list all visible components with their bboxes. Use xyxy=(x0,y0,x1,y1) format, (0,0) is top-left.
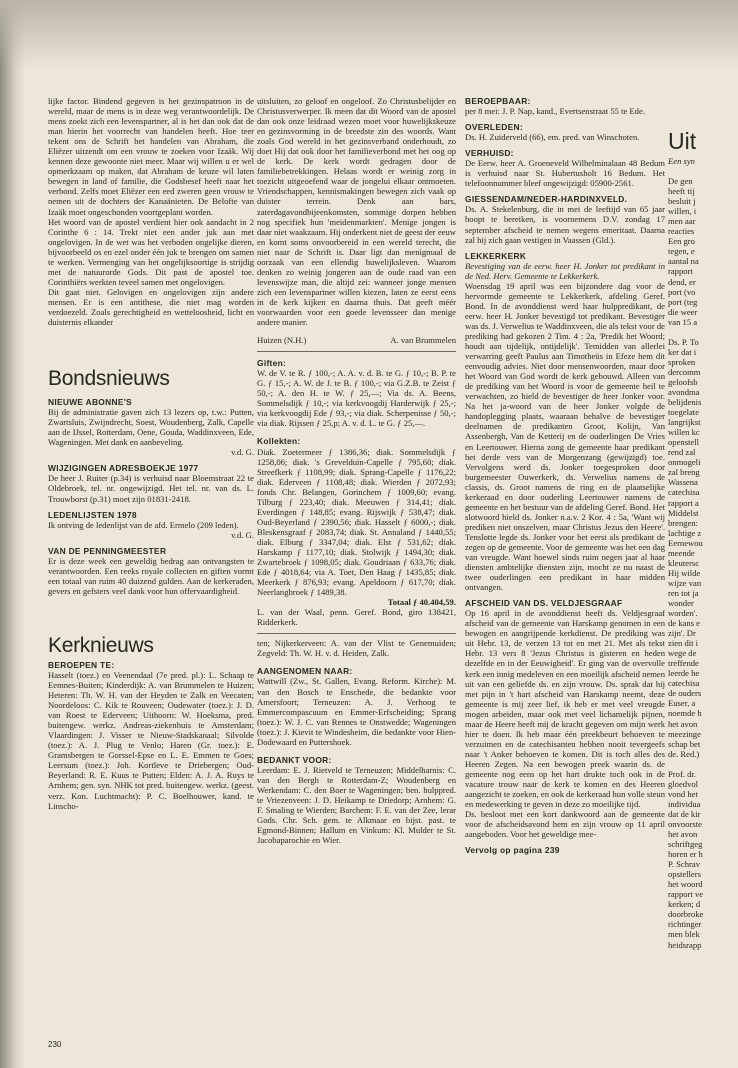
cropped-line: P. Schrav xyxy=(668,859,700,870)
cropped-line: brengen: xyxy=(668,517,699,528)
cropped-line: catechisa xyxy=(668,678,700,689)
cropped-line: schap bet xyxy=(668,738,701,749)
cropped-line: besluit j xyxy=(668,196,696,207)
section-heading: AANGENOMEN NAAR: xyxy=(257,666,353,677)
cropped-line: tegen, e xyxy=(668,246,695,257)
section-text: De heer J. Ruiter (p.34) is verhuisd naar Bloemstraat 22 te Oldebroek, tel. nr. ongewijzigd. Het tel. nr. van ds. L. Trouwborst (p.31) moet zijn 01831-2418. xyxy=(48,473,254,504)
cropped-line: noemde h xyxy=(668,708,702,719)
page-top-shadow xyxy=(0,0,738,70)
cropped-line: aantal na xyxy=(668,256,699,267)
cropped-line: gloedvol xyxy=(668,778,699,789)
cropped-line: horen er h xyxy=(668,849,703,860)
cropped-line: opstellers xyxy=(668,869,701,880)
cropped-line: dercomm xyxy=(668,366,701,377)
section-subtitle: Bevestiging van de eerw. heer H. Jonker tot predikant in de Ned. Herv. Gemeente te Lekkerkerk. xyxy=(465,260,665,281)
signature-name: A. van Brummelen xyxy=(390,335,456,346)
divider xyxy=(257,351,456,352)
kerknieuws-title: Kerknieuws xyxy=(48,633,154,657)
cropped-line: lachtige z xyxy=(668,527,702,538)
section-signature: v.d. G. xyxy=(231,529,254,540)
cropped-line: ren tot ja xyxy=(668,587,699,598)
section-text: Ds. H. Zuiderveld (66), em. pred. van Winschoten. xyxy=(465,132,640,143)
cropped-line: zal breng xyxy=(668,467,700,478)
cropped-line: geloofsb xyxy=(668,376,698,387)
section-heading: AFSCHEID VAN DS. VELDJESGRAAF xyxy=(465,598,623,609)
cropped-line: men aar xyxy=(668,216,696,227)
cropped-line: dend, er xyxy=(668,276,696,287)
cropped-line: openstell xyxy=(668,437,700,448)
article-paragraph: lijke factor. Bindend gegeven is het gezinspatroon in de wereld, maar de mens is in deze weg verantwoordelijk. De mens zoekt zich een levenspartner, al is het dan ook dat de man hierin het voorrecht van handelen heeft. Hoe teer tekent ons de Schrift het handelen van Abraham, die Eliëzer uitzendt om een vrouw te zoeken voor Izaäk. Wij kennen deze gewoonte niet meer. Maar wij willen u er wel opmerkzaam op maken, dat Abraham de keuze wil laten bewegen in land of familie, die Godsbesef heeft naar het verbond. Zelfs moet Eliëzer een eed zweren geen vrouw te nemen uit de dochters der Kanaänieten. De Belofte van Izaäk moet ongeschonden voortgeplant worden. xyxy=(48,96,254,217)
cropped-line: rapport xyxy=(668,266,693,277)
treasurer-line: L. van der Waal, penn. Geref. Bond, giro 138421, Ridderkerk. xyxy=(257,607,456,628)
cropped-line: wege de xyxy=(668,648,697,659)
cropped-line: toegelate xyxy=(668,407,700,418)
cropped-line: onvoorste xyxy=(668,818,702,829)
section-text: W. de V. te R. ƒ 100,-; A. A. v. d. B. te G. ƒ 10,-; B. P. te G. ƒ 15,-; A. W. de J. te B. ƒ 100,-; via G.Z.B. te Zeist ƒ 50,-; A. den H. te W. ƒ 25,—; Via ds. A. Beens, Sommelsdijk ƒ 10,-; via kerkvoogdij Harderwijk ƒ 25,-; via kerkvoogdij Ede ƒ 93,-; via diak. Scherpenisse ƒ 50,-; via diak. Rijssen ƒ 25,p; A. v. d. L. te G. ƒ 25,—. xyxy=(257,368,456,429)
cropped-line xyxy=(668,327,738,337)
divider xyxy=(257,633,456,634)
cropped-line: richtinger xyxy=(668,919,702,930)
section-text: Op 16 april in de avonddienst heeft ds. Veldjesgraaf afscheid van de gemeente van Harskamp genomen in een bewogen en aangrijpende kerkdienst. De prediking was uit Hebr. 13, de verzen 13 tot en met 21. Met als tekst Hebr. 13 vers 8 'Jezus Christus is gisteren en heden dezelfde en in der Eeuwigheid'. Er ging van de overvolle kerk een innig medeleven en een moeilijk afscheid nemen uit van een geliefde ds. en zijn vrouw. Ds. sprak dat hij met pijn in 't hart afscheid van Harskamp neemt, deze gemeente is mij zeer lief, ik heb er met veel vreugde mogen arbeiden, maar ook met veel lichamelijk pijnen, maar de Heere heeft mij de kracht gegeven om mijn werk hier te doen. Ik heb maar één preekbeurt behoeven te verzuimen en de catechisanten hebben nooit tevergeefs naar 't Anker behoeven te komen. Dit is toch alles des Heeren Zegen. Na een bewogen preek waarin ds. de gemeente nog eens op het hart drukte toch ook in de vacature trouw naar de kerk te komen en des Heeren aangezicht te zoeken, en ook de kerkeraad hun volle steun en medewerking te geven in deze zo moeilijke tijd. xyxy=(465,608,665,810)
cropped-line: het avon xyxy=(668,829,698,839)
cropped-line: rend zal xyxy=(668,447,696,458)
cropped-line: heidsrapp xyxy=(668,939,702,950)
cropped-line: rapport a xyxy=(668,497,699,508)
section-heading: BEROEPEN TE: xyxy=(48,659,115,670)
section-text: Hasselt (toez.) en Veenendaal (7e pred. pl.): L. Schaap te Eemnes-Buiten; Kinderdijk: A. van Brummelen te Huizen; Heteren: Th. W. H. van der Heyden te Zalk en Veecaten; Noordeloos: C. Kik te Rouveen; Oudewater (toez.): J. D. van Roest te Ederveen; Uithoorn: W. Hoeksma, pred. buitengew. werkz. Andreas-ziekenhuis te Amsterdam; Vlaardingen: J. Visser te Nieuw-Stadskanaal; Silvolde (toez.): A. J. Plug te Venlo; Haren (Gr. toez.): E. Gramsbergen te Gorssel-Epse en L. E. Emmen te Goes; Leersum (toez.): Joh. Kortleve te Driebergen; Oud-Beyerland: R. E. Kuus te Putten; Elden: A. J. A. Ruys te Arnhem; gen. syn. NHK tot pred. buitengew. werkz. (geest. verz. Kon. Luchtmacht): P. C. Boelhouwer, kand. te Linscho- xyxy=(48,669,254,811)
cropped-line: rapport ve xyxy=(668,889,704,900)
section-text: Diak. Zoetermeer ƒ 1386,36; diak. Sommelsdijk ƒ 1258,06; diak. 's Grevelduin-Capelle ƒ 795,60; diak. Streefkerk ƒ 1108,99; diak. Sprang-Capelle ƒ 1176,22; diak. Ederveen ƒ 1108,48; diak. Wierden ƒ 2072,93; fonds Chr. Belangen, Gorinchem ƒ 1009,60; evang. Tilburg ƒ 223,40; diak. Meeuwen ƒ 314,41; diak. Everdingen ƒ 148,85; evang. Rijswijk ƒ 538,47; diak. Oud-Beyerland ƒ 2390,56; diak. Hasselt ƒ 6000,-; diak. Bleskensgraaf ƒ 2083,74; diak. St. Annaland ƒ 1440,55; diak. Elburg ƒ 3347,04; diak. Elst ƒ 531,62; diak. Harskamp ƒ 1177,10; diak. Stolwijk ƒ 1494,30; diak. Zwartebroek ƒ 1098,05; diak. Goudriaan ƒ 633,76; diak. Ede ƒ 4018,64; via A. Toet, Den Haag ƒ 1435,85; diak. Meerkerk ƒ 876,93; evang. Apeldoorn ƒ 617,70; diak. Neerlangbroek ƒ 1489,38. xyxy=(257,446,456,598)
cropped-line: De gen xyxy=(668,176,693,187)
section-text: Woensdag 19 april was een bijzondere dag voor de hervormde gemeente te Lekkerkerk, afdeling Geref. Bond. In de avonddienst werd haar hulppredikant, de eerw. heer H. Jonker bevestigd tot predikant. Bevestiger was ds. J. Verwelius te Waddinxveen, die als tekst voor de prediking had gekozen 2 Tim. 4 : 2a, 'Predik het Woord; houdt aan tijdelijk, ontijdelijk'. Temidden van allerlei verwarring geeft Paulus aan Timotheüs in Efeze hem dit eenvoudig advies. Niet door mensenwoorden, maar door het Woord van God wordt de kerk gebouwd. Alleen van de prediking van het Woord is voor de gemeente heil te verwachten, zo hield de bevestiger de heer Jonker voor. Na het ja-woord van de heer Jonker volgde de handoplegging plaats, waaraan behalve de bevestiger deelnamen de predikanten Groot, Kolijn, Van Assenbergh, Van de Ketterij en de ouderlingen De Vries en Leertouwer. Hierna zong de gemeente haar predikant het derde vers van de Morgenzang (gewijzigd) toe. Vervolgens werd ds. Jonker toegesproken door burgemeester Ouwerkerk, ds. Verwelius namens de classis, ds. Groot namens de ring en de plaatselijke kerkeraad en door ouderling Leertouwer namens de gemeente en het bestuur van de afdeling Geref. Bond. Het slotwoord hield ds. Jonker n.a.v. 2 Kor. 4 : 5a, 'Want wij prediken niet onszelven, maar Christus Jezus den Heere'. Tenslotte legde ds. Jonker voor het eerst als predikant de zegen op de gemeente. Voor de gemeente was het een dag van vreugde. Want hoewel sinds ruim negen jaar al haar diensten ambtelijke diensten zijn, mocht ze nu naast de twee ouderlingen een predikant in haar midden ontvangen. xyxy=(465,280,665,593)
section-heading: BEROEPBAAR: xyxy=(465,96,531,106)
cropped-line: die weer xyxy=(668,306,698,317)
cropped-text-lines xyxy=(668,176,738,950)
article-paragraph: Dit gaat niet. Gelovigen en ongelovigen zijn andere mensen. Er is een antithese, die niet mag worden verdoezeld. Zoals gerechtigheid en wetteloosheid, licht en duisternis elkander xyxy=(48,286,254,328)
section-text: Leerdam: E. J. Rietveld te Terneuzen; Middelharnis: C. van den Bergh te Rotterdam-Z; Woudenberg en Werkendam: C. den Boer te Wageningen; ben. hulppred. te Vriezenveen: J. D. Heikamp te Driedorp; Arnhem: G. F. Smaling te Wierden; Barchem: F. E. van der Zee, lerar Gods. Chr. Sch. gem. te Alkmaar en bijst. past. te Egmond-Binnen; Hallum en Vinkum: Kl. Mulder te St. Jacobaparochie en Wier. xyxy=(257,764,456,846)
cropped-line: individua xyxy=(668,798,701,809)
section-text: ten; Nijkerkerveen: A. van der Vlist te Genemuiden; Zegveld: Th. W. H. v. d. Heiden, Zalk. xyxy=(257,638,456,659)
section-text: Ik ontving de ledenlijst van de afd. Ermelo (209 leden). xyxy=(48,519,239,530)
section-heading: WIJZIGINGEN ADRESBOEKJE 1977 xyxy=(48,463,199,474)
column-4-cropped xyxy=(668,128,738,950)
cropped-line: willen kc xyxy=(668,427,700,438)
cropped-line: belijdenis xyxy=(668,397,702,408)
cropped-line: langrijkst xyxy=(668,417,701,428)
cropped-line: meende xyxy=(668,547,695,558)
section-heading: OVERLEDEN: xyxy=(465,122,523,133)
column-2 xyxy=(257,96,456,845)
bondsnieuws-title: Bondsnieuws xyxy=(48,367,170,391)
cropped-line: kleutersc xyxy=(668,557,700,568)
cropped-line: zijn'. Dr xyxy=(668,628,696,639)
cropped-line: wijze van xyxy=(668,577,702,588)
cropped-line: Prof. dr. xyxy=(668,768,696,779)
signature-place: Huizen (N.H.) xyxy=(257,335,307,346)
cropped-line: Hij wilde xyxy=(668,567,701,578)
article-paragraph: Het woord van de apostel verdient hier ook aandacht in 2 Corinthe 6 : 14. Trekt niet een ander juk aan met ongelovigen. In de wet was het verboden ongelijke dieren, bijvoorbeeld os en ezel onder één juk te brengen om samen te werken. Vermenging van het ongelijksoortige is strijdig met de natuurorde Gods. Dit past de apostel toe. Corinthiërs werkten teveel samen met ongelovigen. xyxy=(48,216,254,287)
cropped-line: leerde he xyxy=(668,668,700,679)
section-text: Er is deze week een geweldig bedrag aan ontvangsten te verantwoorden. Een reeks royale collecten en giften vormt een totaal van ruim 40 duizend gulden. Aan de kerkeraden, gevers en gefsters veel dank voor hun offervaardigheid. xyxy=(48,555,254,596)
cropped-line: wonder xyxy=(668,597,694,608)
article-paragraph: uitsluiten, zo geloof en ongeloof. Zo Christusbelijder en Christusverwerper. Ik meen dat dit Woord van de apostel dan ook onze leidraad wezen moet voor huwelijkskeuze en gezinsvorming in de breedste zin des woords. Want zoals God wereld in het gezinsverband onderhoudt, zo doet Hij dat ook door het familieverbond met het oog op de kerk. De kerk wordt gedragen door de familiebetrekkingen. Helaas wordt er weinig zorg in toezicht uitgeoefend waar de jongelui elkaar ontmoeten. Vriendschappen, kennismakingen bewegen zich vaak op duister terrein. Denk aan bars, zaterdagavondbijeenkomsten, sommige dorpen hebben nog specifiek hun 'meidenmarkten'. Menige jongen is daar niet waakzaam. Hij onderkent niet de geest der eeuw en komt soms onvoorbereid in een wereld terecht, die niet naar de Schrift is. Daar ligt dan menigmaal de oorzaak van een ellendig huwelijksleven. Waarom denken zo weinig jongeren aan de oude raad van een levenswijze man, die altijd zei: wanneer jonge mensen zich een levenspartner willen kiezen, laten ze eerst eens in de kerk kijken en daarna thuis. Dat geeft méér voorwaarden voor een goede levensseer dan menige andere manier. xyxy=(257,96,456,328)
cropped-line: het avon xyxy=(668,718,698,729)
cropped-line: van 15 a xyxy=(668,316,698,327)
section-heading: VAN DE PENNINGMEESTER xyxy=(48,545,167,556)
cropped-line: de kans e xyxy=(668,618,700,629)
section-heading: BEDANKT VOOR: xyxy=(257,754,332,765)
section-heading: LEKKERKERK xyxy=(465,250,527,261)
cropped-line: meezinge xyxy=(668,728,701,739)
section-text: Ds. besloot met een kort dankwoord aan de gemeente voor de afscheidsavond hem en zijn vrouw op 11 april aangeboden. Voor het geweldige mee- xyxy=(465,809,665,840)
cropped-line: Euser, a xyxy=(668,698,696,709)
section-heading: Giften: xyxy=(257,358,287,369)
cropped-line: de. Red.) xyxy=(668,748,700,759)
cropped-line: sproken xyxy=(668,356,696,367)
cropped-line: kerken; d xyxy=(668,899,701,910)
cropped-line: zien dit i xyxy=(668,638,699,649)
cropped-line: heeft tij xyxy=(668,186,695,197)
cropped-line: dat de kir xyxy=(668,808,701,819)
section-text: per 8 mei: J. P. Nap, kand., Evertsenstraat 55 te Ede. xyxy=(465,106,645,117)
section-signature: v.d. G. xyxy=(231,447,254,458)
cropped-line: Eernewou xyxy=(668,537,703,548)
cropped-line: het woord xyxy=(668,879,703,890)
total-amount: Totaal ƒ 40.404,59. xyxy=(387,597,456,608)
continued-note: Vervolg op pagina 239 xyxy=(465,845,560,856)
cropped-line: Ds. P. To xyxy=(668,336,699,347)
cropped-line: onmogeli xyxy=(668,457,701,468)
section-heading: GIESSENDAM/NEDER-HARDINXVELD. xyxy=(465,194,628,205)
page-binding-shadow xyxy=(0,0,26,1068)
article-title-fragment: Uit xyxy=(668,128,697,154)
cropped-line xyxy=(668,759,738,769)
section-text: Wattwill (Zw., St. Gallen, Evang. Reform. Kirche): M. van den Bosch te Enschede, die bedankte voor Amersfoort; Terneuzen: A. J. Verhoog te Emmercompascuum en Emmer-Erfscheiding; Sprang (toez.): W. J. C. van Rennes te Onstwedde; Wageningen (toez.): J. Kievit te Windesheim, die bedankte voor Hien-Dodewaard en Puttershoek. xyxy=(257,676,456,747)
cropped-line: vond het xyxy=(668,788,698,799)
section-text: De Eerw. heer A. Groeneveld Wilhelminalaan 48 Bedum is verhuisd naar St. Hubertusholt 16 Bedum. Het telefoonnummer bleef ongewijzigd: 05900-2561. xyxy=(465,158,665,189)
cropped-line: avondma xyxy=(668,386,700,397)
column-3 xyxy=(465,96,665,855)
cropped-line: worden'. xyxy=(668,608,698,619)
article-signature xyxy=(257,335,456,345)
cropped-line: treffende xyxy=(668,658,699,669)
cropped-line: catechisa xyxy=(668,487,700,498)
section-heading: NIEUWE ABONNE'S xyxy=(48,397,132,408)
cropped-line: de ouders xyxy=(668,688,702,699)
cropped-line: willen, i xyxy=(668,206,697,217)
column-1 xyxy=(48,96,254,811)
cropped-line: Een gro xyxy=(668,236,695,247)
page-number: 230 xyxy=(48,1040,62,1049)
section-heading: LEDENLIJSTEN 1978 xyxy=(48,509,137,520)
section-text: Bij de administratie gaven zich 13 lezers op, t.w.: Putten, Zwartsluis, Zwijndrecht, Soest, Woudenberg, Zalk, Capelle aan de IJssel, Rotterdam, Oene, Gouda, Waddinxveen, Ede, Wageningen. Met dank en aanbeveling. xyxy=(48,407,254,448)
section-text: Ds. A. Stekelenburg, die in mei de leeftijd van 65 jaar hoopt te bereiken, is voornemens D.V. zondag 17 september afscheid te nemen wegens emeritaat. Daarna zal hij zich gaan vestigen in Vaassen (Gld.). xyxy=(465,204,665,245)
article-subtitle-fragment: Een syn xyxy=(668,156,695,166)
cropped-line: Wassena xyxy=(668,477,698,488)
section-heading: Kollekten: xyxy=(257,436,301,447)
cropped-line: doorbroke xyxy=(668,909,704,920)
cropped-line: men blek xyxy=(668,929,700,940)
cropped-line: ker dat i xyxy=(668,346,697,357)
cropped-line: schriftgeg xyxy=(668,839,703,850)
cropped-line: Middelst xyxy=(668,507,699,518)
cropped-line: reacties xyxy=(668,226,695,237)
section-heading: VERHUISD: xyxy=(465,148,514,159)
cropped-line: port (teg xyxy=(668,296,698,307)
cropped-line: port (vo xyxy=(668,286,696,297)
